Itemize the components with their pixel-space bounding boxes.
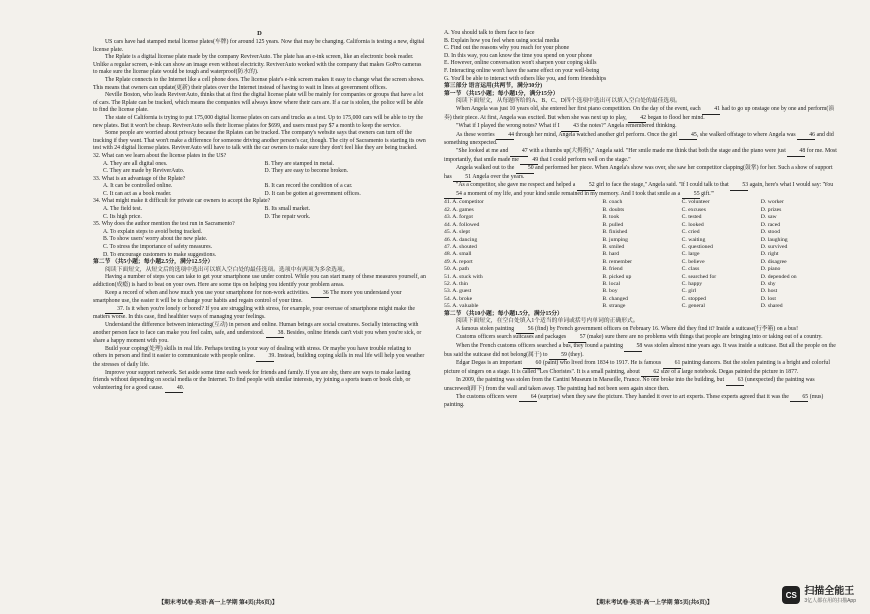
cloze-option: 44. A. followed <box>444 221 480 228</box>
passage-paragraph: Customs officers search suitcases and packages 57 (make) sure there are no problems with things that people are bringing into or taking out of a country. <box>444 334 840 343</box>
answer-blank: 38 <box>266 330 284 339</box>
seven-option: F. Interacting online won't have the same effect on your well-being <box>444 67 600 74</box>
passage-paragraph <box>93 370 426 394</box>
seven-option: G. You'll be able to interact with others like you, and form friendships <box>444 75 607 82</box>
cloze-option: B. hard <box>602 251 620 258</box>
part3-instructions: 阅读下面短文，从每题所给的A、B、C、D四个选项中选出可以填入空白处的最佳选项。 <box>456 98 681 105</box>
answer-option: B. Its small market. <box>264 206 311 213</box>
cloze-option: 54. A. broke <box>444 295 473 302</box>
cloze-option: D. saw <box>760 214 777 221</box>
reading-passage-d <box>93 39 426 153</box>
question-stem: 32. What can we learn about the license plates in the US? <box>93 152 227 159</box>
cloze-option: 51. A. stuck with <box>444 273 483 280</box>
question-list <box>93 153 426 259</box>
cloze-option: B. doubts <box>602 206 625 213</box>
cloze-option: D. worker <box>760 199 784 206</box>
passage-paragraph: Neville Boston, who leads ReviverAuto, thinks that at first the digital license plate will be mainly for companies or groups that have a lot of cars. The Rplate can be tracked, which means the companies will always know where their cars are. If a car is stolen, the police will be able to find the license plate. <box>93 92 424 114</box>
answer-blank: 45 <box>679 132 697 141</box>
cloze-option: 42. A. games <box>444 206 474 213</box>
cloze-option: 50. A. path <box>444 266 469 273</box>
cloze-option: C. searched for <box>681 273 717 280</box>
cloze-option: C. looked <box>681 221 704 228</box>
cloze-option: B. friend <box>602 266 623 273</box>
cloze-option: D. stood <box>760 229 781 236</box>
cloze-option: B. remember <box>602 258 633 265</box>
cloze-option: 48. A. small <box>444 251 472 258</box>
paragraph-text: Understand the difference between interacting(互动) in person and online. Human beings are social creatures. Socially interacting with another person face to face can make you feel calm, safe, and understood. <box>93 321 419 336</box>
answer-option: D. They are easy to become broken. <box>264 168 349 175</box>
answer-option: D. It can be gotten at government offices. <box>264 190 361 197</box>
seven-option: D. In this way, you can know the time you spend on your phone <box>444 52 593 59</box>
page-footer-left: 【期末考试卷·英语·高一上学期 第4页(共6页)】 <box>158 600 278 606</box>
answer-blank: 52 <box>577 182 595 191</box>
cloze-option: C. tested <box>681 214 702 221</box>
answer-blank: 65 <box>790 394 808 403</box>
answer-blank: 64 <box>519 394 537 403</box>
part2-heading: 第二节 （共5小题；每小题2.5分，满分12.5分） <box>93 259 214 266</box>
camscanner-watermark <box>782 586 856 604</box>
answer-option: C. To stress the importance of safety measures. <box>103 244 213 251</box>
page-right <box>436 0 870 614</box>
cloze-option: D. shy <box>760 280 776 287</box>
seven-choice-passage <box>93 274 426 393</box>
answer-blank: 48 <box>787 148 805 157</box>
answer-blank: 39 <box>256 353 274 362</box>
answer-option: C. They are made by ReviverAuto. <box>103 168 185 175</box>
cloze-option: 53. A. guest <box>444 288 472 295</box>
cloze-options-table <box>444 199 840 310</box>
cloze-option: 46. A. dancing <box>444 236 478 243</box>
cloze-option: D. right <box>760 251 779 258</box>
cloze-option: D. depended on <box>760 273 797 280</box>
paragraph-text: Build your coping(处理) skills in real life. Perhaps texting is your way of dealing with stress. Or maybe you have trouble relating to others in person and find it easier to communicate with people online. <box>93 345 412 360</box>
cloze-option: D. raced <box>760 221 781 228</box>
question-stem: 35. Why does the author mention the test run in Sacramento? <box>93 221 235 228</box>
answer-blank: 50 <box>516 165 534 174</box>
passage-paragraph: When the French customs officers searched a bus, they found a painting 58 was stolen almost nine years ago. It was inside a suitcase. But all the people on the bus said the suitcase did not belong(属于) to 59 (they). <box>444 343 840 360</box>
passage-paragraph: Edgar Degas is an important 60 (paint) who lived from 1834 to 1917. He is famous 61 painting dancers. But the stolen painting is a bright and colorful picture of singers on a stage. It is called "Les Choristes". It is a small painting, about 62 size of a large notebook. Degas painted the picture in 1877. <box>444 360 840 377</box>
part3b-heading: 第二节 （共10小题；每小题1.5分，满分15分） <box>444 310 563 317</box>
question-stem: 33. What is an advantage of the Rplate? <box>93 175 186 182</box>
passage-paragraph: "What if I played the wrong notes? What if I 43 the notes?" Angela remembered thinking. <box>444 123 840 132</box>
cloze-option: C. waiting <box>681 236 706 243</box>
answer-blank: 47 <box>510 148 528 157</box>
answer-option: B. They are stamped in metal. <box>264 160 335 167</box>
cloze-option: 47. A. shouted <box>444 243 477 250</box>
cloze-option: C. large <box>681 251 700 258</box>
cloze-option: 52. A. thin <box>444 280 469 287</box>
paragraph-text: . Besides, online friends can't visit you when you're sick, or share a happy moment with you. <box>93 329 422 345</box>
cloze-option: B. picked up <box>602 273 632 280</box>
answer-blank: 51 <box>453 174 471 183</box>
cloze-option: C. general <box>681 303 705 310</box>
answer-blank: 63 <box>726 377 744 386</box>
answer-blank: 61 <box>663 360 681 369</box>
part2-instructions: 阅读下面短文，从短文后的选项中选出可以填入空白处的最佳选项。选项中有两项为多余选项。 <box>105 266 349 273</box>
section-letter: D <box>257 30 262 37</box>
cloze-option: B. changed <box>602 295 628 302</box>
cloze-option: C. believe <box>681 258 705 265</box>
answer-option: B. It can record the condition of a car. <box>264 183 353 190</box>
camscanner-logo-icon: CS <box>782 586 800 604</box>
cloze-option: 43. A. forgot <box>444 214 473 221</box>
answer-blank: 41 <box>702 106 720 115</box>
page-footer-right: 【期末考试卷·英语·高一上学期 第5页(共6页)】 <box>593 600 713 606</box>
passage-paragraph: In 2009, the painting was stolen from the Cantini Museum in Marseille, France. No one broke into the building, but 63 (unexpected) the painting was unscrewed(卸下) from the wall and taken away. The painting had not been seen again since then. <box>444 377 815 392</box>
option-group <box>93 229 426 259</box>
passage-paragraph: "As a competitor, she gave me respect and helped a 52 girl to face the stage," Angela said. "If I could talk to that 53 again, here's what I would say: 'You 54 a moment of my life, and your kind smile remained in my memory. And I took that smile as a 55 gift.'" <box>444 182 840 199</box>
paragraph-text: . <box>182 384 185 391</box>
answer-option: A. They are all digital ones. <box>103 160 168 167</box>
cloze-option: D. shared <box>760 303 783 310</box>
cloze-option: B. smiled <box>602 243 625 250</box>
answer-blank: 44 <box>496 132 514 141</box>
passage-paragraph <box>93 274 426 289</box>
cloze-option: B. jumping <box>602 236 628 243</box>
cloze-option: B. finished <box>602 229 628 236</box>
paragraph-text: Improve your support network. Set aside some time each week for friends and family. If you are shy, there are ways to make lasting friends without depending on social media or the Internet. To find people with similar interests, try joining a sports team or book club, or volunteering for a good cause. <box>93 369 411 391</box>
cloze-option: B. coach <box>602 199 623 206</box>
passage-paragraph: Some people are worried about privacy because the Rplates can be tracked. The company's website says that owners can turn off the tracking if they want. That won't make a difference for someone driving another person's car, though. The city of Sacramento is starting its own test with 24 digital license plates. ReviverAuto will have to talk with the car owners to make sure they don't feel like they are being tracked. <box>93 130 426 152</box>
seven-option: E. However, online conversation won't sharpen your coping skills <box>444 60 597 67</box>
answer-option: D. To encourage customers to make suggestions. <box>103 251 217 258</box>
part3-subheading: 第一节 （共15小题；每小题1分，满分15分） <box>444 90 559 97</box>
paragraph-text: The more you understand your smartphone use, the easier it will be to change your habits and regain control of your time. <box>93 289 402 305</box>
answer-option: C. Its high price. <box>103 213 142 220</box>
answer-blank: 46 <box>797 132 815 141</box>
answer-blank: 36 <box>311 290 329 299</box>
answer-blank: 42 <box>628 115 646 124</box>
fill-blank-passage <box>444 326 840 410</box>
passage-paragraph: When Angela was just 10 years old, she entered her first piano competition. On the day of the event, each 41 had to go up onstage one by one and perform(演奏) their piece. At first, Angela was excited. But when she was next up to play, 42 began to flood her mind. <box>444 106 840 123</box>
seven-choice-options <box>444 30 840 83</box>
seven-option: B. Explain how you feel when using social media <box>444 37 560 44</box>
passage-paragraph: US cars have had stamped metal license plates(车牌) for around 125 years. Now that may be changing. California is testing a new, digital license plate. <box>93 39 425 53</box>
answer-blank: 58 <box>624 343 642 352</box>
answer-blank: 54 <box>444 191 462 200</box>
cloze-option: C. happy <box>681 280 703 287</box>
passage-paragraph <box>93 346 426 370</box>
passage-paragraph <box>93 290 426 306</box>
cloze-option: D. disagree <box>760 258 787 265</box>
answer-blank: 37 <box>105 306 123 315</box>
answer-blank: 57 <box>568 334 586 343</box>
cloze-option: C. class <box>681 266 700 273</box>
part3b-instructions: 阅读下面短文，在空白处填入1个适当的单词或括号内单词的正确形式。 <box>456 318 639 325</box>
cloze-option: D. host <box>760 288 778 295</box>
answer-blank: 49 <box>520 157 538 166</box>
passage-paragraph: As these worries 44 through her mind, Angela watched another girl perform. Once the girl 45, she walked offstage to where Angela was 46 and did something unexpected. <box>444 131 834 147</box>
answer-blank: 40 <box>165 385 183 394</box>
cloze-option: C. questioned <box>681 243 713 250</box>
answer-blank: 59 <box>549 352 567 361</box>
seven-option: C. Find out the reasons why you reach for your phone <box>444 45 570 52</box>
passage-paragraph <box>93 322 426 346</box>
paragraph-text: . Is it when you're lonely or bored? If you are struggling with stress, for example, your overuse of smartphone might make the matters worse. In this case, find healthier ways of managing your feelings. <box>93 305 415 321</box>
answer-option: A. It can be controlled online. <box>103 183 173 190</box>
cloze-option: D. piano <box>760 266 781 273</box>
option-group <box>93 206 426 221</box>
cloze-option: C. cried <box>681 229 700 236</box>
cloze-option: D. survived <box>760 243 788 250</box>
answer-blank: 53 <box>730 182 748 191</box>
answer-blank: 62 <box>641 369 659 378</box>
answer-blank: 55 <box>682 191 700 200</box>
cloze-option: D. laughing <box>760 236 788 243</box>
watermark-title: 扫描全能王 <box>804 586 855 597</box>
passage-paragraph: The Rplate is a digital license plate made by the company ReviverAuto. The plate has an e-ink screen, like an electronic book reader. Unlike a regular screen, e-ink can show an image even without electricity. ReviverAuto worked with the company that makes GoPro cameras to make sure the license plate would be tough and waterproof(防水的). <box>93 54 422 76</box>
cloze-option: B. strange <box>602 303 626 310</box>
passage-paragraph: A famous stolen painting 56 (find) by French government officers on February 16. Where did they find it? Inside a suitcase(行李箱) on a bus! <box>444 326 840 335</box>
cloze-option: B. pulled <box>602 221 624 228</box>
passage-paragraph: The customs officers were 64 (surprise) when they saw the picture. They handed it over to art experts. These experts agreed that it was the 65 (mus) painting. <box>444 393 824 409</box>
answer-option: C. It can act as a book reader. <box>103 190 172 197</box>
option-group <box>93 161 426 176</box>
cloze-option: B. took <box>602 214 620 221</box>
answer-option: A. The field test. <box>103 206 143 213</box>
paragraph-text: . Instead, building coping skills in real life will help you weather the stresses of daily life. <box>93 353 425 368</box>
cloze-option: 49. A. report <box>444 258 473 265</box>
cloze-option: C. girl <box>681 288 697 295</box>
cloze-passage <box>444 106 840 200</box>
part3-heading: 第三部分 语言运用(共两节，满分30分) <box>444 83 543 90</box>
answer-blank: 56 <box>516 326 534 335</box>
passage-paragraph: Angela walked out to the 50 and performed her piece. When Angela's show was over, she saw her competitor clapping(鼓掌) for her. Such a show of support has 51 Angela over the years. <box>444 165 840 182</box>
watermark-subtitle: 3亿人都在用的扫描App <box>804 598 856 604</box>
cloze-option: C. excuses <box>681 206 706 213</box>
paragraph-text: Having a number of steps you can take to get your smartphone use under control. While you can start many of these measures yourself, an addiction(成瘾) is hard to beat on your own. Here are some tips on helping you identify your problem areas. <box>93 274 426 288</box>
cloze-option: B. boy <box>602 288 618 295</box>
cloze-option: 45. A. slept <box>444 229 470 236</box>
answer-blank: 60 <box>523 360 541 369</box>
cloze-option: 55. A. valuable <box>444 303 479 310</box>
cloze-option: C. stopped <box>681 295 706 302</box>
option-group <box>93 183 426 198</box>
cloze-option: D. lost <box>760 295 776 302</box>
answer-option: A. To explain steps to avoid being tracked. <box>103 228 203 235</box>
passage-paragraph <box>93 306 426 322</box>
answer-option: D. The repair work. <box>264 213 311 220</box>
passage-paragraph: The Rplate connects to the Internet like a cell phone does. The license plate's e-ink screen makes it easy to change what the screen shows. This means that owners can update(更新) their plates over the Internet instead of having to wait in lines at government offices. <box>93 76 425 91</box>
cloze-option: D. prizes <box>760 206 782 213</box>
answer-blank: 43 <box>561 123 579 132</box>
question-stem: 34. What might make it difficult for private car owners to accept the Rplate? <box>93 198 271 205</box>
cloze-option: C. volunteer <box>681 199 710 206</box>
seven-option: A. You should talk to them face to face <box>444 30 535 36</box>
answer-option: B. To show users' worry about the new plate. <box>103 236 208 243</box>
passage-paragraph: The state of California is trying to put 175,000 digital license plates on cars and trucks as a test. Up to 175,000 cars will be able to try the new plates. But it won't be cheap. ReviverAuto sells their license plates for $699, and users must pay $7 a month to keep the service. <box>93 114 423 129</box>
passage-paragraph: "She looked at me and 47 with a thumbs up(大拇指)," Angela said. "Her smile made me think that both the stage and the piano were just 48 for me. Most importantly, that smile made me 49 that I could perform well on the stage." <box>444 148 840 165</box>
cloze-option: 41. A. competitor <box>444 199 484 206</box>
paragraph-text: Keep a record of when and how much you use your smartphone for non-work activities. <box>105 289 311 296</box>
cloze-option: B. local <box>602 280 621 287</box>
